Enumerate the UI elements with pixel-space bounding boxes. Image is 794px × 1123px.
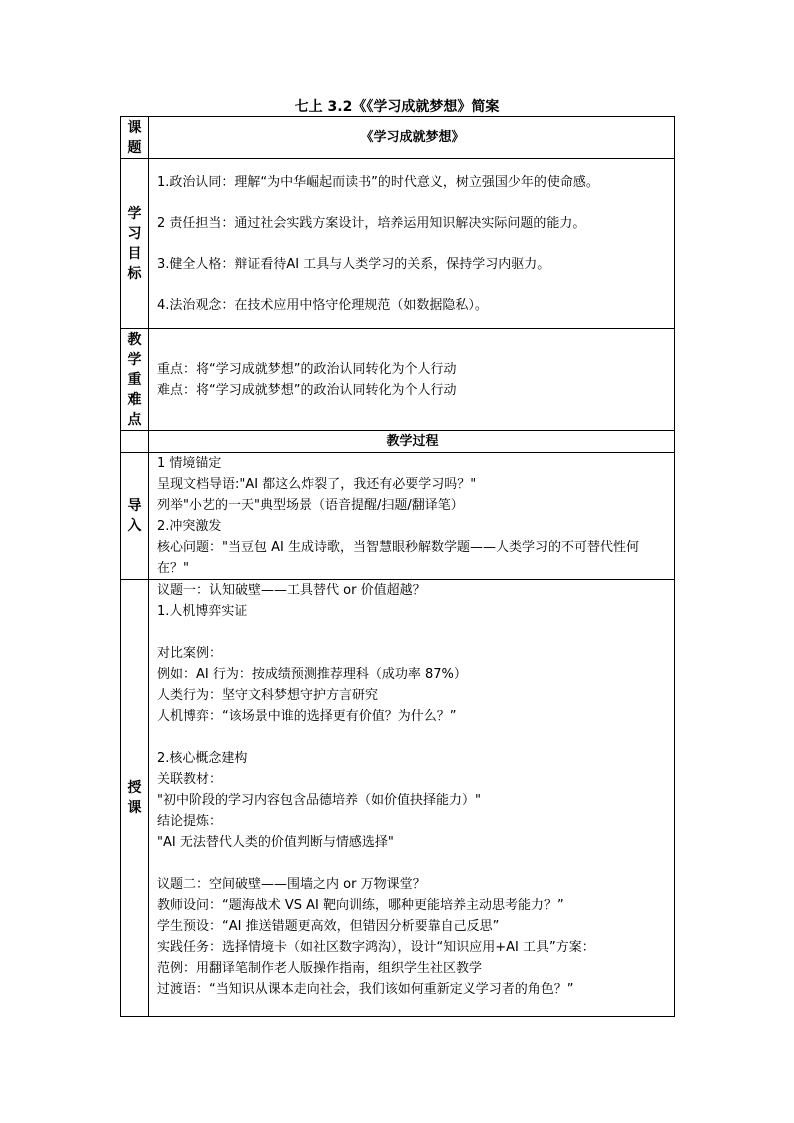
process-header-row [121,431,675,453]
empty-label-cell [121,431,149,453]
label-char: 习 [127,225,142,242]
teach-line: "AI 无法替代人类的价值判断与情感选择" [157,835,394,850]
teach-line: 议题二：空间破壁——围墙之内 or 万物课堂？ [157,877,426,892]
lesson-plan-table [120,116,675,1017]
teach-blank-line [157,727,668,748]
process-header: 教学过程 [149,431,675,453]
intro-line: 核心问题："当豆包 AI 生成诗歌，当智慧眼秒解数学题——人类学习的不可替代性何在？" [157,540,639,576]
keypoints-content [149,329,675,431]
label-char: 目 [127,245,142,262]
label-char: 重 [127,371,142,388]
goal-item: 2 责任担当：通过社会实践方案设计，培养运用知识解决实际问题的能力。 [157,215,586,231]
teach-label-cell [121,580,149,1017]
teach-line: 学生预设：“AI 推送错题更高效，但错因分析要靠自己反思” [157,919,500,934]
label-char: 导 [127,498,142,514]
teach-line: 实践任务：选择情境卡（如社区数字鸿沟），设计“知识应用+AI 工具”方案： [157,940,595,955]
teach-line: 结论提炼： [157,814,223,829]
teach-line: 关联教材： [157,772,223,787]
keypoints-label-cell [121,329,149,431]
goals-label-cell [121,159,149,329]
goal-item: 1.政治认同：理解“为中华崛起而读书”的时代意义，树立强国少年的使命感。 [157,174,599,190]
label-char: 学 [127,351,142,368]
teach-line: 2.核心概念建构 [157,751,248,766]
keypoints-row [121,329,675,431]
teach-line: 范例：用翻译笔制作老人版操作指南，组织学生社区教学 [157,961,483,976]
difficulty-text: 难点：将“学习成就梦想”的政治认同转化为个人行动 [157,382,457,398]
label-char: 标 [127,265,142,282]
label-char: 题 [127,139,142,156]
teach-line: "初中阶段的学习内容包含品德培养（如价值抉择能力）" [157,793,481,808]
teach-line: 教师设问：“题海战术 VS AI 靶向训练，哪种更能培养主动思考能力？” [157,898,564,913]
intro-line: 列举"小艺的一天"典型场景（语音提醒/扫题/翻译笔） [157,498,464,513]
teach-row [121,580,675,1017]
teach-blank-line [157,853,668,874]
label-char: 学 [127,205,142,222]
label-char: 授 [127,780,142,796]
intro-row [121,453,675,580]
topic-row [121,117,675,159]
teach-line: 1.人机博弈实证 [157,604,248,619]
label-char: 课 [127,800,142,816]
teach-line: 对比案例： [157,646,223,661]
label-char: 教 [127,331,142,348]
goal-item: 3.健全人格：辩证看待AI 工具与人类学习的关系，保持学习内驱力。 [157,256,551,272]
teach-blank-line [157,622,668,643]
teach-line: 过渡语：“当知识从课本走向社会，我们该如何重新定义学习者的角色？” [157,982,574,997]
label-char: 点 [127,411,142,428]
intro-label-cell [121,453,149,580]
label-char: 课 [127,119,142,136]
label-char: 难 [127,391,142,408]
goal-item: 4.法治观念：在技术应用中恪守伦理规范（如数据隐私）。 [157,297,488,313]
focus-text: 重点：将“学习成就梦想”的政治认同转化为个人行动 [157,361,457,377]
intro-line: 呈现文档导语:"AI 都这么炸裂了，我还有必要学习吗？" [157,477,477,492]
teach-line: 例如：AI 行为：按成绩预测推荐理科（成功率 87%） [157,667,467,682]
intro-line: 2.冲突激发 [157,519,222,534]
teach-line: 人机博弈：“该场景中谁的选择更有价值？为什么？” [157,709,457,724]
document-title: 七上 3.2《《学习成就梦想》简案 [294,99,500,115]
intro-line: 1 情境锚定 [157,456,222,471]
teach-content [149,580,675,1017]
intro-content [149,453,675,580]
topic-text: 《学习成就梦想》 [149,117,675,159]
teach-line: 人类行为：坚守文科梦想守护方言研究 [157,688,379,703]
label-char: 入 [127,518,142,534]
topic-label-cell [121,117,149,159]
goals-row [121,159,675,329]
teach-line: 议题一：认知破壁——工具替代 or 价值超越？ [157,583,426,598]
goals-content [149,159,675,329]
